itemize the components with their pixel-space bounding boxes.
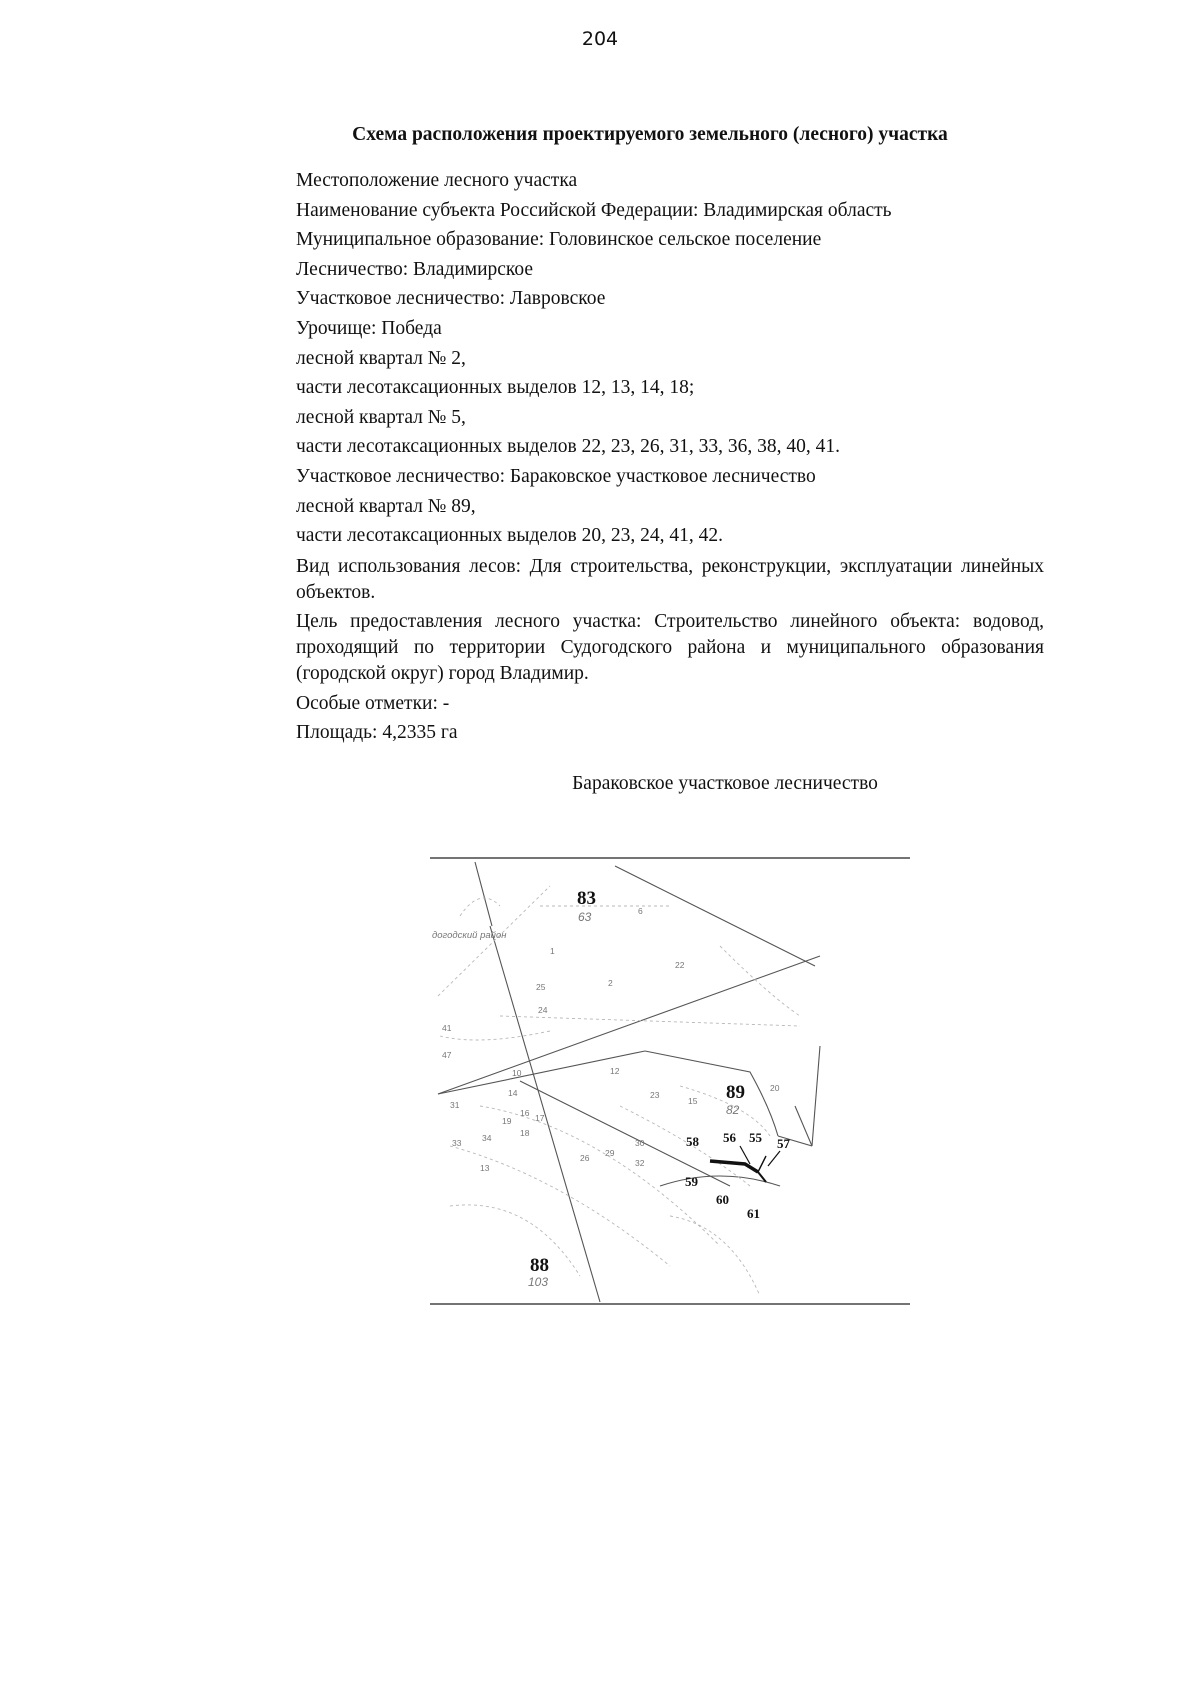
- location-info: [296, 166, 1044, 748]
- vydel-label: 29: [605, 1148, 615, 1158]
- vydel-label: 41: [442, 1023, 452, 1033]
- quarter-88-area: 103: [528, 1275, 549, 1289]
- info-line: Местоположение лесного участка: [296, 170, 578, 191]
- vydel-label: 22: [675, 960, 685, 970]
- district-label: догодский район: [432, 930, 507, 941]
- point-57: 57: [777, 1136, 790, 1151]
- info-line: лесной квартал № 2,: [296, 347, 466, 369]
- info-line: части лесотаксационных выделов 22, 23, 26, 31, 33, 36, 38, 40, 41.: [296, 436, 840, 458]
- info-line: части лесотаксационных выделов 12, 13, 14, 18;: [296, 377, 695, 399]
- info-line: Муниципальное образование: Головинское сельское поселение: [296, 229, 822, 251]
- vydel-label: 1: [550, 946, 555, 956]
- info-line: Наименование субъекта Российской Федерации: Владимирская область: [296, 199, 892, 221]
- info-line: Лесничество: Владимирское: [296, 258, 534, 280]
- vydel-label: 32: [635, 1158, 645, 1168]
- area-text: Площадь: 4,2335 га: [296, 722, 458, 744]
- quarter-83-number: 83: [577, 888, 596, 909]
- point-61: 61: [747, 1206, 760, 1221]
- vydel-label: 30: [635, 1138, 645, 1148]
- vydel-label: 15: [688, 1096, 698, 1106]
- map-caption: Бараковское участковое лесничество: [572, 773, 878, 794]
- point-55: 55: [749, 1130, 762, 1145]
- vydel-label: 16: [520, 1108, 530, 1118]
- purpose-text: Цель предоставления лесного участка: Строительство линейного объекта: водовод, проходящий по территории Судогодского района и муниципального образования (городской округ) город Владимир.: [296, 610, 1044, 684]
- info-line: Участковое лесничество: Бараковское участковое лесничество: [296, 465, 816, 487]
- info-line: Участковое лесничество: Лавровское: [296, 288, 606, 310]
- forest-map-svg: [420, 846, 920, 1322]
- forest-map: [420, 846, 920, 1322]
- point-59: 59: [685, 1174, 698, 1189]
- quarter-89-area: 82: [726, 1103, 740, 1117]
- vydel-label: 19: [502, 1116, 512, 1126]
- vydel-label: 34: [482, 1133, 492, 1143]
- vydel-label: 14: [508, 1088, 518, 1098]
- vydel-label: 10: [512, 1068, 522, 1078]
- quarter-boundaries: [438, 862, 820, 1302]
- point-60: 60: [716, 1192, 729, 1207]
- page-number: 204: [581, 28, 619, 50]
- vydel-label: 24: [538, 1005, 548, 1015]
- vydel-label: 26: [580, 1153, 590, 1163]
- vydel-label: 23: [650, 1090, 660, 1100]
- point-58: 58: [686, 1134, 699, 1149]
- quarter-88-number: 88: [530, 1255, 549, 1276]
- quarter-83-area: 63: [578, 910, 592, 924]
- vydel-label: 25: [536, 982, 546, 992]
- info-line: лесной квартал № 89,: [296, 495, 476, 517]
- quarter-89-number: 89: [726, 1082, 745, 1103]
- document-title: Схема расположения проектируемого земельного (лесного) участка: [352, 124, 948, 145]
- special-marks: Особые отметки: -: [296, 692, 450, 714]
- vydel-boundaries: [438, 886, 800, 1296]
- vydel-label: 12: [610, 1066, 620, 1076]
- info-line: части лесотаксационных выделов 20, 23, 24, 41, 42.: [296, 525, 723, 547]
- vydel-label: 13: [480, 1163, 490, 1173]
- vydel-label: 2: [608, 978, 613, 988]
- vydel-label: 31: [450, 1100, 460, 1110]
- vydel-label: 6: [638, 906, 643, 916]
- vydel-label: 33: [452, 1138, 462, 1148]
- vydel-label: 47: [442, 1050, 452, 1060]
- usage-text: Вид использования лесов: Для строительства, реконструкции, эксплуатации линейных объектов.: [296, 555, 1044, 603]
- info-line: лесной квартал № 5,: [296, 406, 466, 428]
- vydel-label: 17: [535, 1113, 545, 1123]
- point-56: 56: [723, 1130, 736, 1145]
- vydel-label: 18: [520, 1128, 530, 1138]
- vydel-label: 20: [770, 1083, 780, 1093]
- info-line: Урочище: Победа: [296, 317, 442, 339]
